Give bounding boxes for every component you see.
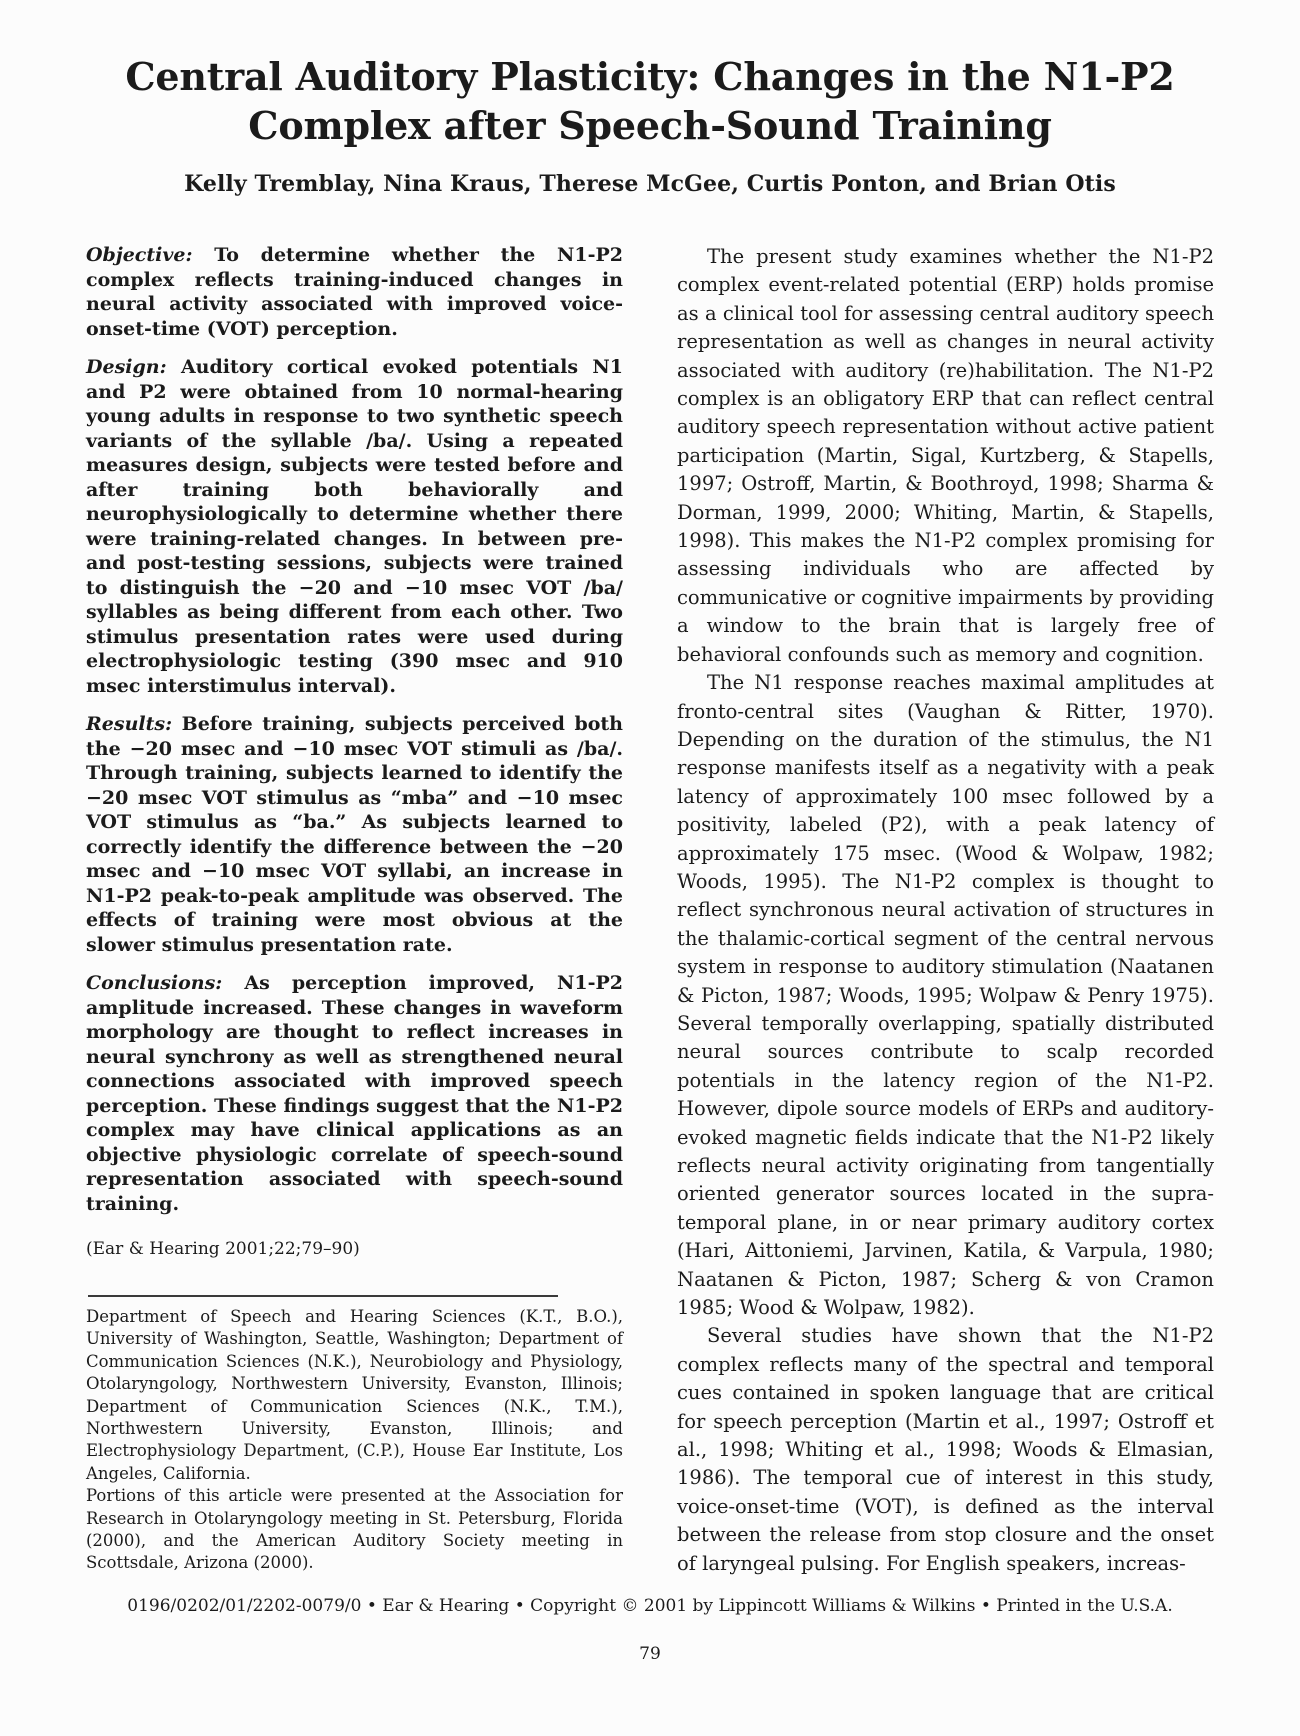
abstract-column: [86, 243, 623, 1277]
article-authors: Kelly Tremblay, Nina Kraus, Therese McGee, Curtis Ponton, and Brian Otis: [184, 171, 1116, 197]
footnote-divider: [88, 1295, 558, 1297]
abstract-conclusions-text: As perception improved, N1-P2 amplitude increased. These changes in waveform morphology are thought to reflect increases in neural synchrony as well as strengthened neural connections associated with improved speech perception. These findings suggest that the N1-P2 complex may have clinical applications as an objective physiologic correlate of speech-sound representation associated with speech-sound training.: [86, 972, 623, 1215]
abstract-results-text: Before training, subjects perceived both the −20 msec and −10 msec VOT stimuli as /ba/. Through training, subjects learned to identify the −20 msec VOT stimulus as “mba” and −10 msec VOT stimulus as “ba.” As subjects learned to correctly identify the difference between the −20 msec and −10 msec VOT syllabi, an increase in N1-P2 peak-to-peak amplitude was observed. The effects of training were most obvious at the slower stimulus presentation rate.: [86, 713, 623, 956]
abstract-design: [86, 355, 623, 698]
article-title: [0, 52, 1300, 150]
abstract-objective: [86, 243, 623, 341]
abstract-objective-text: To determine whether the N1-P2 complex reflects training-induced changes in neural activity associated with improved voice-onset-time (VOT) perception.: [86, 244, 624, 340]
body-paragraph-2: The N1 response reaches maximal amplitudes at fronto-central sites (Vaughan & Ritter, 1970). Depending on the duration of the stimulus, the N1 response manifests itself as a negativity with a peak latency of approximately 100 msec followed by a positivity, labeled (P2), with a peak latency of approximately 175 msec. (Wood & Wolpaw, 1982; Woods, 1995). The N1-P2 complex is thought to reflect synchronous neural activation of structures in the thalamic-cortical segment of the central nervous system in response to auditory stimulation (Naatanen & Picton, 1987; Woods, 1995; Wolpaw & Penry 1975). Several temporally overlapping, spatially distributed neural sources contribute to scalp recorded potentials in the latency region of the N1-P2. However, dipole source models of ERPs and auditory-evoked magnetic fields indicate that the N1-P2 likely reflects neural activity originating from tangentially oriented generator sources located in the supra-temporal plane, in or near primary auditory cortex (Hari, Aittoniemi, Jarvinen, Katila, & Varpula, 1980; Naatanen & Picton, 1987; Scherg & von Cramon 1985; Wood & Wolpaw, 1982).: [677, 671, 1214, 1320]
journal-citation: (Ear & Hearing 2001;22;79–90): [86, 1239, 360, 1259]
masthead: [0, 52, 1300, 197]
article-title-line-2: Complex after Speech-Sound Training: [248, 103, 1052, 148]
body-paragraph-1: The present study examines whether the N1-P2 complex event-related potential (ERP) holds promise as a clinical tool for assessing central auditory speech representation as well as changes in neural activity associated with auditory (re)habilitation. The N1-P2 complex is an obligatory ERP that can reflect central auditory speech representation without active patient participation (Martin, Sigal, Kurtzberg, & Stapells, 1997; Ostroff, Martin, & Boothroyd, 1998; Sharma & Dorman, 1999, 2000; Whiting, Martin, & Stapells, 1998). This makes the N1-P2 complex promising for assessing individuals who are affected by communicative or cognitive impairments by providing a window to the brain that is largely free of behavioral confounds such as memory and cognition.: [677, 245, 1214, 666]
copyright-line: 0196/0202/01/2202-0079/0 • Ear & Hearing • Copyright © 2001 by Lippincott Williams & Wilkins • Printed in the U.S.A.: [127, 1596, 1173, 1616]
footnote-presentations: Portions of this article were presented at the Association for Research in Otolaryngology meeting in St. Petersburg, Florida (2000), and the American Auditory Society meeting in Scottsdale, Arizona (2000).: [86, 1486, 623, 1573]
body-column: [677, 243, 1214, 1578]
footnote-block: [86, 1295, 623, 1575]
article-title-line-1: Central Auditory Plasticity: Changes in the N1-P2: [125, 54, 1175, 99]
abstract-design-label: Design:: [86, 356, 167, 378]
abstract-design-text: Auditory cortical evoked potentials N1 and P2 were obtained from 10 normal-hearing young adults in response to two synthetic speech variants of the syllable /ba/. Using a repeated measures design, subjects were tested before and after training both behaviorally and neurophysiologically to determine whether there were training-related changes. In between pre- and post-testing sessions, subjects were trained to distinguish the −20 and −10 msec VOT /ba/ syllables as being different from each other. Two stimulus presentation rates were used during electrophysiologic testing (390 msec and 910 msec interstimulus interval).: [86, 356, 623, 697]
abstract-results: [86, 712, 623, 957]
footnote-affiliations: Department of Speech and Hearing Sciences (K.T., B.O.), University of Washington, Seattle, Washington; Department of Communication Sciences (N.K.), Neurobiology and Physiology, Otolaryngology, Northwestern University, Evanston, Illinois; Department of Communication Sciences (N.K., T.M.), Northwestern University, Evanston, Illinois; and Electrophysiology Department, (C.P.), House Ear Institute, Los Angeles, California.: [86, 1307, 623, 1483]
abstract-objective-label: Objective:: [86, 244, 193, 266]
page-number: 79: [639, 1644, 661, 1664]
abstract-results-label: Results:: [86, 713, 173, 735]
body-paragraph-3: Several studies have shown that the N1-P2 complex reflects many of the spectral and temporal cues contained in spoken language that are critical for speech perception (Martin et al., 1997; Ostroff et al., 1998; Whiting et al., 1998; Woods & Elmasian, 1986). The temporal cue of interest in this study, voice-onset-time (VOT), is defined as the interval between the release from stop closure and the onset of laryngeal pulsing. For English speakers, increas-: [677, 1324, 1214, 1575]
abstract-conclusions: [86, 971, 623, 1216]
abstract-conclusions-label: Conclusions:: [86, 972, 223, 994]
